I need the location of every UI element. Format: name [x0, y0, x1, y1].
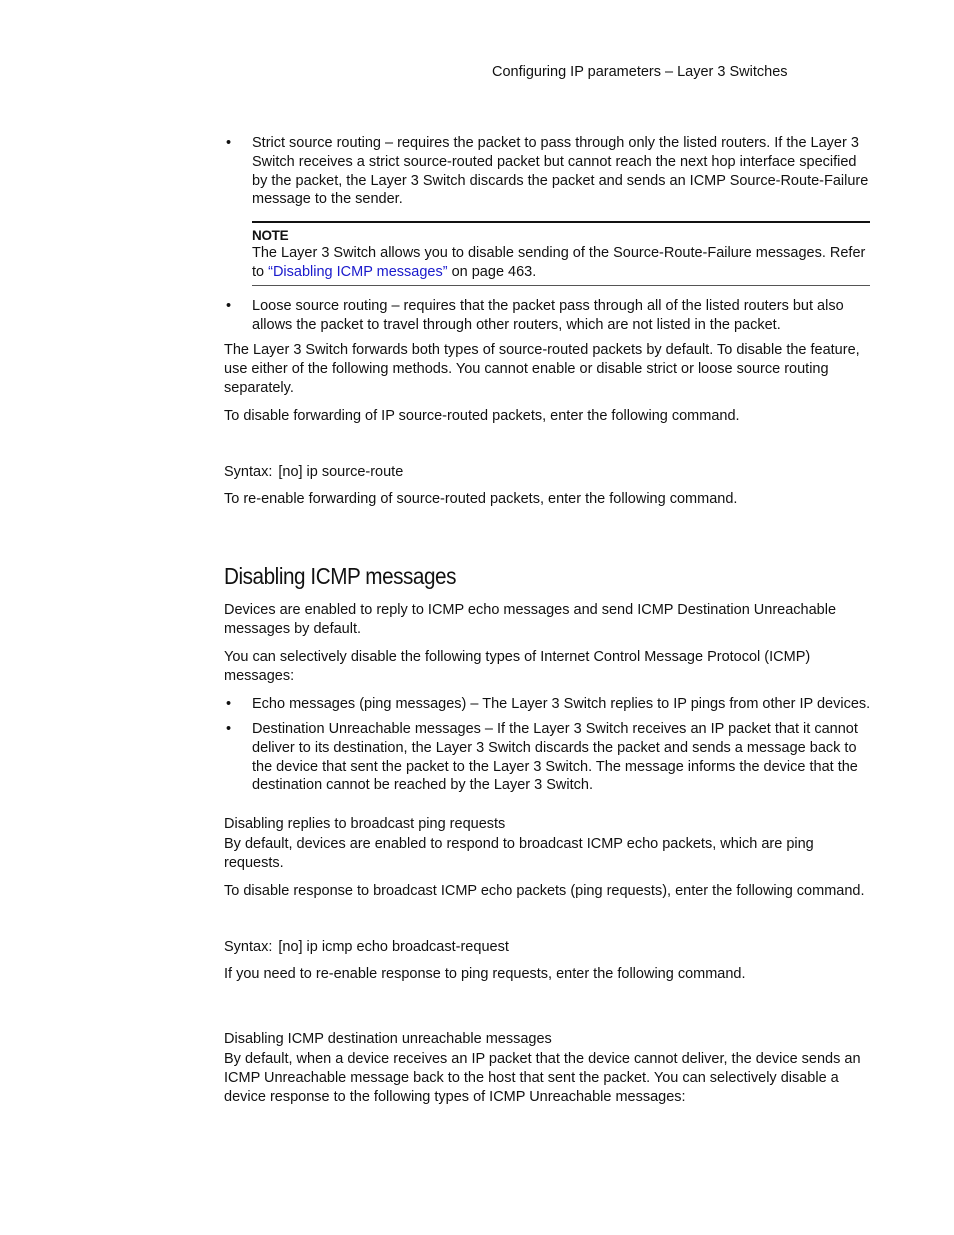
running-header: Configuring IP parameters – Layer 3 Switches — [492, 64, 788, 80]
note-text-before: The Layer 3 Switch allows you to disable sending of the Source-Route-Failure messages. Refer to — [252, 245, 866, 280]
subhead-broadcast-ping: Disabling replies to broadcast ping requests — [224, 816, 506, 832]
syntax-option: [no] — [278, 464, 303, 480]
section-title-disabling-icmp: Disabling ICMP messages — [224, 563, 457, 589]
syntax-command: ip icmp echo broadcast-request — [306, 939, 509, 955]
bullet-text: Loose source routing – requires that the packet pass through all of the listed routers but also allows the packet to travel through other routers, which are not listed in the packet. — [252, 298, 844, 333]
paragraph-broadcast-reenable: If you need to re-enable response to ping requests, enter the following command. — [224, 966, 746, 982]
bullet-dot: • — [226, 135, 232, 151]
bullet-dot: • — [226, 696, 232, 712]
bullet-text: Destination Unreachable messages – If the Layer 3 Switch receives an IP packet that it cannot deliver to its destination, the Layer 3 Switch discards the packet and sends a message back to the device that sent the packet to the Layer 3 Switch. The message informs the device that the destination cannot be reached by the Layer 3 Switch. — [252, 721, 858, 794]
syntax-option: [no] — [278, 939, 303, 955]
note-text-after: on page 463. — [447, 263, 537, 280]
syntax-icmp-echo-broadcast — [224, 938, 509, 956]
paragraph-icmp-intro: Devices are enabled to reply to ICMP echo messages and send ICMP Destination Unreachable messages by default. — [224, 602, 837, 637]
syntax-command: ip source-route — [306, 464, 404, 480]
paragraph-unreachable-default: By default, when a device receives an IP packet that the device cannot deliver, the device sends an ICMP Unreachable message back to the host that sent the packet. You can selectively disable a device response to the following types of ICMP Unreachable messages: — [224, 1051, 861, 1105]
syntax-source-route — [224, 463, 403, 481]
subhead-destination-unreachable: Disabling ICMP destination unreachable messages — [224, 1031, 552, 1047]
paragraph-default-forwarding: The Layer 3 Switch forwards both types of source-routed packets by default. To disable the feature, use either of the following methods. You cannot enable or disable strict or loose source routing separately. — [224, 342, 860, 396]
syntax-label: Syntax: — [224, 939, 273, 955]
bullet-echo-messages — [224, 695, 872, 714]
bullet-strict-source-routing — [224, 134, 872, 209]
paragraph-reenable-forwarding: To re-enable forwarding of source-routed packets, enter the following command. — [224, 491, 738, 507]
bullet-dot: • — [226, 298, 232, 314]
note-label: NOTE — [252, 228, 289, 243]
disabling-icmp-messages-link[interactable]: “Disabling ICMP messages” — [268, 263, 448, 280]
bullet-dot: • — [226, 721, 232, 737]
note-box — [252, 221, 870, 286]
syntax-label: Syntax: — [224, 464, 273, 480]
paragraph-broadcast-default: By default, devices are enabled to respond to broadcast ICMP echo packets, which are ping requests. — [224, 836, 814, 871]
paragraph-disable-forwarding: To disable forwarding of IP source-routed packets, enter the following command. — [224, 408, 740, 424]
paragraph-icmp-selective: You can selectively disable the following types of Internet Control Message Protocol (ICMP) messages: — [224, 649, 811, 684]
bullet-loose-source-routing — [224, 297, 872, 335]
paragraph-broadcast-disable: To disable response to broadcast ICMP echo packets (ping requests), enter the following command. — [224, 883, 865, 899]
bullet-text: Strict source routing – requires the packet to pass through only the listed routers. If the Layer 3 Switch receives a strict source-routed packet but cannot reach the next hop interface specified by the packet, the Layer 3 Switch discards the packet and sends an ICMP Source-Route-Failure message to the sender. — [252, 135, 869, 208]
note-text — [252, 244, 870, 282]
bullet-text: Echo messages (ping messages) – The Layer 3 Switch replies to IP pings from other IP devices. — [252, 696, 871, 712]
bullet-destination-unreachable — [224, 720, 872, 795]
